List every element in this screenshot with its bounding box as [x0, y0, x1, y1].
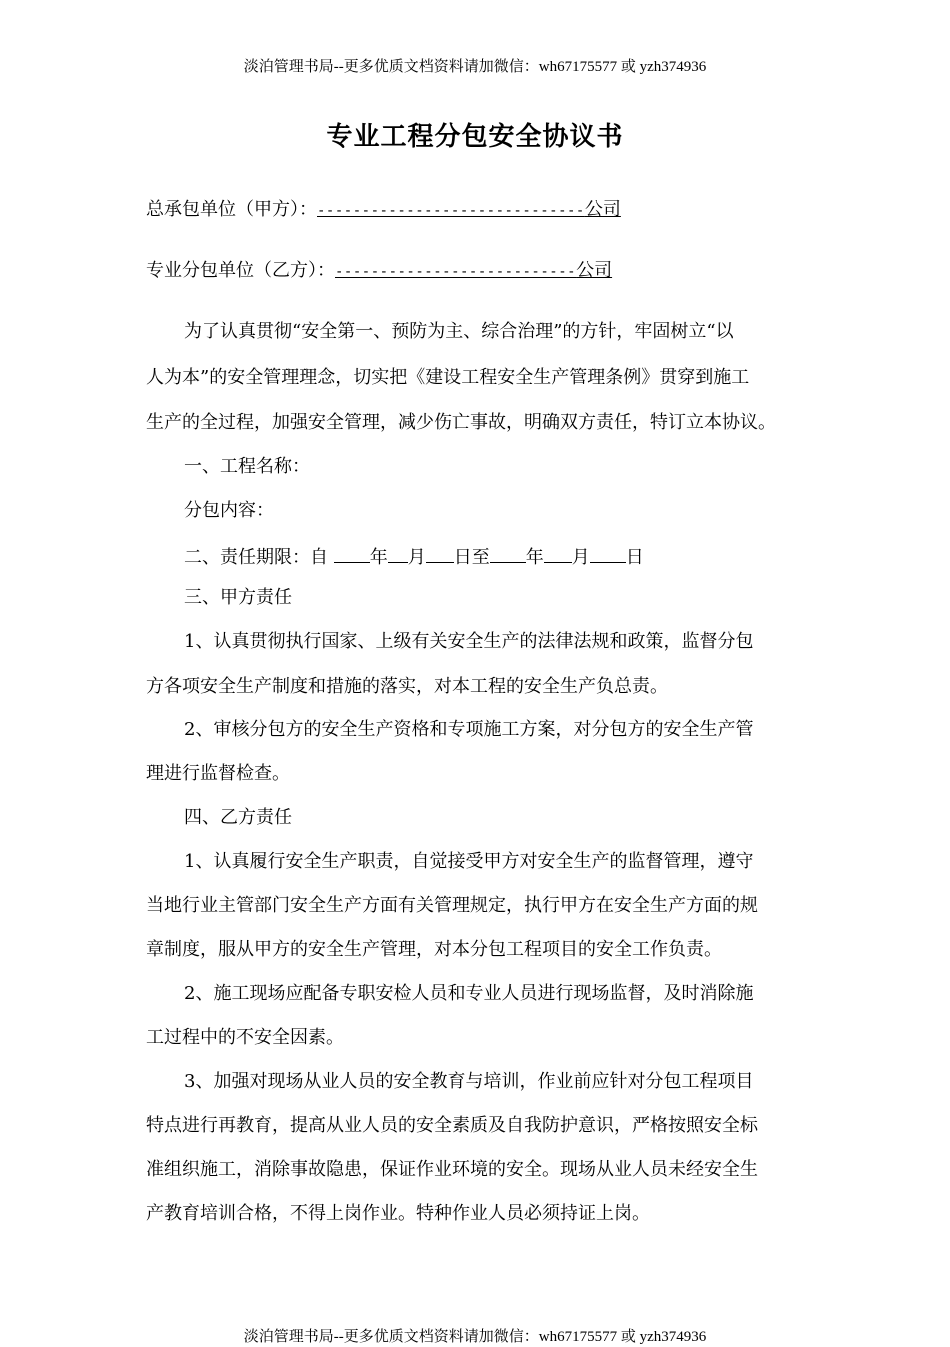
document-title: 专业工程分包安全协议书: [326, 122, 624, 152]
party-a-line: [146, 198, 621, 223]
page-footer-watermark: 淡泊管理书局--更多优质文档资料请加微信：wh67175577 或 yzh374936: [243, 1329, 707, 1345]
term-month2: 月: [571, 547, 590, 568]
party-b-label: 专业分包单位（乙方）：: [146, 260, 335, 281]
page-header-watermark: 淡泊管理书局--更多优质文档资料请加微信：wh67175577 或 yzh374936: [243, 59, 707, 75]
section4-item3-line-4: 产教育培训合格，不得上岗作业。特种作业人员必须持证上岗。: [146, 1203, 650, 1224]
project-name-label: 一、工程名称：: [184, 456, 310, 477]
party-b-line: [146, 259, 612, 284]
term-month-end-blank: [544, 542, 572, 563]
section4-item3-line-1: 3、加强对现场从业人员的安全教育与培训，作业前应针对分包工程项目: [184, 1071, 754, 1092]
party-b-blank: ---------------------------: [335, 264, 577, 280]
section4-item1-line-3: 章制度，服从甲方的安全生产管理，对本分包工程项目的安全工作负责。: [146, 939, 722, 960]
intro-line-1: 为了认真贯彻“安全第一、预防为主、综合治理”的方针，牢固树立“以: [184, 321, 734, 342]
term-day2: 日: [625, 547, 644, 568]
term-day-end-blank: [590, 542, 626, 563]
term-line: [184, 542, 644, 570]
section4-item2-line-2: 工过程中的不安全因素。: [146, 1027, 344, 1048]
intro-line-2: 人为本”的安全管理理念，切实把《建设工程安全生产管理条例》贯穿到施工: [146, 367, 750, 388]
section3-item1-line-1: 1、认真贯彻执行国家、上级有关安全生产的法律法规和政策，监督分包: [184, 631, 754, 652]
party-a-blank: ------------------------------: [317, 203, 585, 219]
term-year-start-blank: [334, 542, 370, 563]
term-day1: 日至: [453, 547, 490, 568]
section3-item2-line-1: 2、审核分包方的安全生产资格和专项施工方案，对分包方的安全生产管: [184, 719, 754, 740]
subcontract-content-label: 分包内容：: [184, 500, 274, 521]
section4-heading: 四、乙方责任: [184, 807, 292, 828]
section3-heading: 三、甲方责任: [184, 587, 292, 608]
section3-item1-line-2: 方各项安全生产制度和措施的落实，对本工程的安全生产负总责。: [146, 676, 668, 697]
section4-item2-line-1: 2、施工现场应配备专职安检人员和专业人员进行现场监督，及时消除施: [184, 983, 754, 1004]
term-month-start-blank: [388, 542, 408, 563]
term-year2: 年: [525, 547, 544, 568]
term-label: 二、责任期限：自: [184, 547, 328, 568]
term-day-start-blank: [426, 542, 454, 563]
intro-line-3: 生产的全过程，加强安全管理，减少伤亡事故，明确双方责任，特订立本协议。: [146, 412, 776, 433]
term-year-end-blank: [490, 542, 526, 563]
section4-item1-line-2: 当地行业主管部门安全生产方面有关管理规定，执行甲方在安全生产方面的规: [146, 895, 758, 916]
section4-item3-line-3: 准组织施工，消除事故隐患，保证作业环境的安全。现场从业人员未经安全生: [146, 1159, 758, 1180]
section4-item1-line-1: 1、认真履行安全生产职责，自觉接受甲方对安全生产的监督管理，遵守: [184, 851, 754, 872]
term-month1: 月: [407, 547, 426, 568]
party-a-label: 总承包单位（甲方）：: [146, 199, 317, 220]
term-year1: 年: [369, 547, 388, 568]
party-b-suffix: 公司: [576, 260, 613, 281]
section4-item3-line-2: 特点进行再教育，提高从业人员的安全素质及自我防护意识，严格按照安全标: [146, 1115, 758, 1136]
party-a-suffix: 公司: [584, 199, 621, 220]
section3-item2-line-2: 理进行监督检查。: [146, 763, 290, 784]
